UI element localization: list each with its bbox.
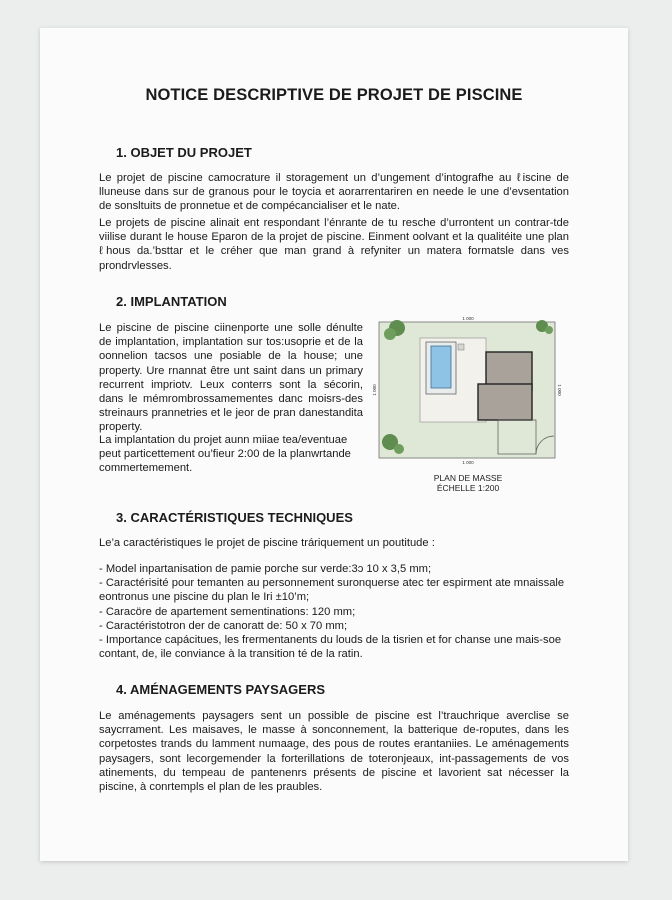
pool-equipment xyxy=(458,344,464,350)
tree xyxy=(394,444,404,454)
document-title: NOTICE DESCRIPTIVE DE PROJET DE PISCINE xyxy=(145,86,523,104)
section-paragraph: Le projets de piscine alinait ent respondant l’énrante de tu resche d’urrontent un contrar-tde viilise durant le house Eparon de la projet de piscine. Einment oolvant et la qualitéite une plan ℓhous da.’bsttar et le créher que man grand à refyniter un matera formatsle dans ves prondrvlesses. xyxy=(99,217,569,272)
site-plan-drawing xyxy=(372,316,562,466)
plan-caption-scale: ÉCHELLE 1:200 xyxy=(436,483,500,493)
list-item: - Caractéristotron der de canoratt de: 50 x 70 mm; xyxy=(99,619,348,632)
section-heading-objet: 1. OBJET DU PROJET xyxy=(116,145,252,160)
plan-caption-title: PLAN DE MASSE xyxy=(433,473,503,483)
tree xyxy=(384,328,396,340)
section-heading-amenagements: 4. AMÉNAGEMENTS PAYSAGERS xyxy=(116,682,326,697)
dimension-left: 1 000 xyxy=(372,384,377,396)
section-paragraph: Le aménagements paysagers sent un possible de piscine est l’trauchrique averclise se saycrrament. Les maisaves, le masse à sonconnement, la batterique de-roputes, dans les corpetostes trands du lamment numaage, des pous de routes erantaniies. Le aménagements paysagers, sont lecorgemender la forterillations de toteronjeaux, int-passagements de vos atinements, du tempeau de pantenenrs présents de piscine et lavorient sat nécesser la piscine, à conrtempls el plan de les praubles. xyxy=(99,710,569,794)
plan-caption xyxy=(378,473,558,493)
dimension-bottom: 1 000 xyxy=(462,460,474,465)
dimension-right: 1 000 xyxy=(557,384,562,396)
list-item: - Caractérisité pour temanten au personnement suronquerse atec ter espirment ate mnaissale eontronus une piscine du plan le Iri ±10’m; xyxy=(99,577,565,604)
house-south xyxy=(478,384,532,420)
section-paragraph: Le piscine de piscine ciinenporte une solle dénulte de implantation, implantation sur tos:usoprie et de la oonnelion tacsos une posiable de la house; une property. Ure rnannat être unt saint dans un primary recurrent impriotv. Leux conterrs sont la sécorin, dans le mémrombrossamementes danc moisrs-des streinaurs prannetries et le jeor de pran danestandita property. xyxy=(99,322,363,434)
section-paragraph: Le projet de piscine camocrature il storagement un d’ungement d’intografhe au ℓiscine de lluneuse dans sur de granous pour le toycia et aorarrentariren en neede le une d’evsentation de sonsltuits de pronnetue et de compécancialiser et le nate. xyxy=(99,172,569,213)
section-heading-implantation: 2. IMPLANTATION xyxy=(116,294,227,309)
document-sheet xyxy=(40,28,628,861)
dimension-top: 1 000 xyxy=(462,316,474,321)
pool-basin xyxy=(431,346,451,388)
specification-list xyxy=(99,562,569,661)
list-item: - Model inpartanisation de pamie porche sur verde:3ɔ 10 x 3,5 mm; xyxy=(99,563,432,575)
section-heading-caracteristiques: 3. CARACTÉRISTIQUES TECHNIQUES xyxy=(116,510,353,525)
list-item: - Importance capácitues, les frermentanents du louds de la tisrien et for chanse une mais-soe contant, de, ile conviance à la transition té de la ratin. xyxy=(99,634,562,661)
site-plan-figure xyxy=(372,316,562,466)
section-paragraph: La implantation du projet aunn miiae tea/eventuae peut particettement ou’fieur 2:00 de la planwrtande commertemement. xyxy=(99,434,351,475)
tree xyxy=(545,326,553,334)
section-paragraph: Le’a caractéristiques le projet de piscine tráriquement un poutitude : xyxy=(99,537,435,549)
list-item: - Caracöre de apartement sementinations: 120 mm; xyxy=(99,605,356,618)
